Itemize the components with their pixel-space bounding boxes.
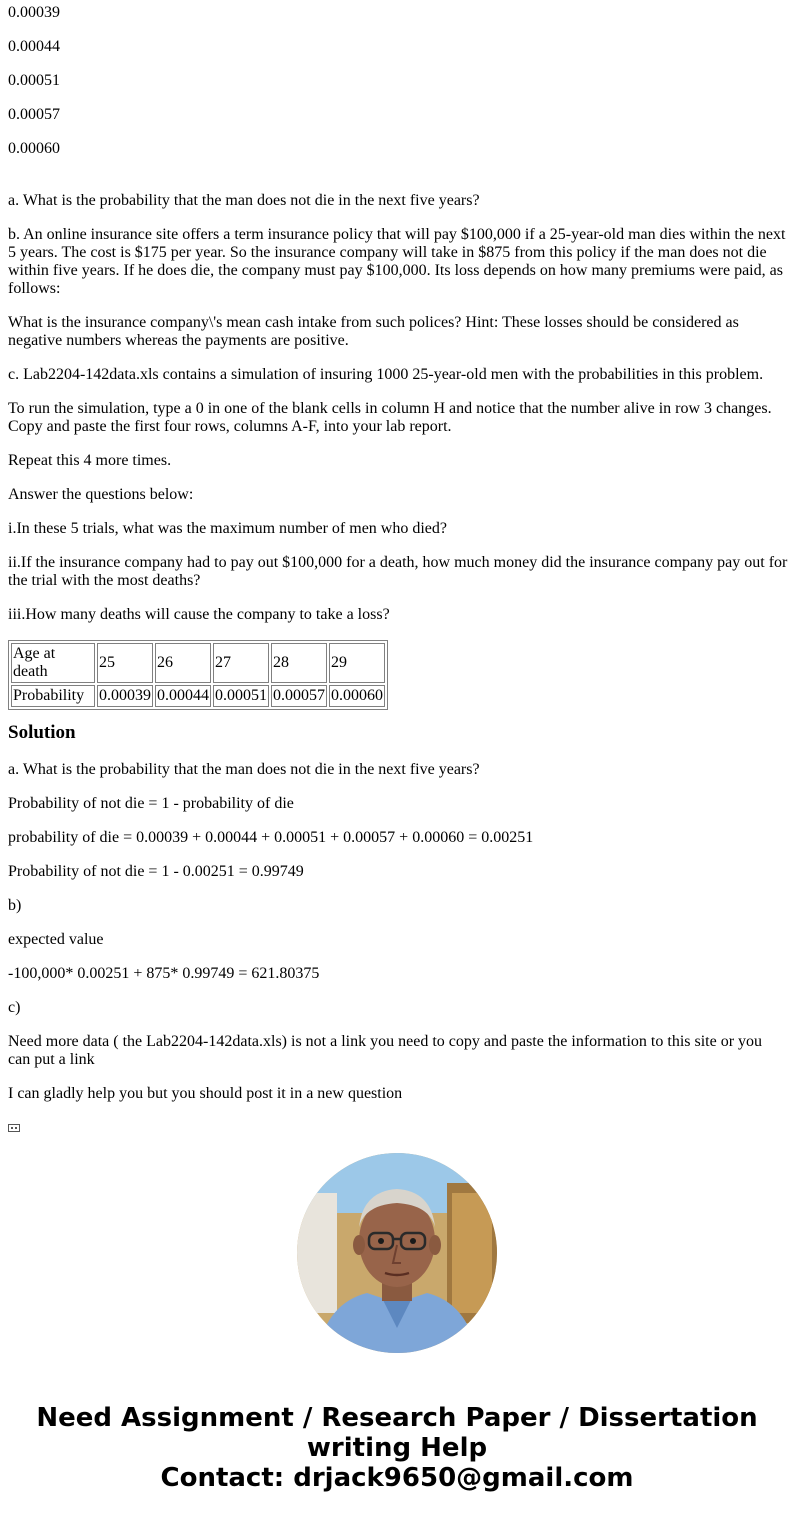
author-photo-icon [297,1153,497,1353]
table-header-age: Age at death [11,643,95,683]
footer-contact: Contact: drjack9650@gmail.com [160,1463,634,1493]
table-cell-age: 27 [213,643,269,683]
table-row-probability [11,685,385,707]
table-cell-probability: 0.00051 [213,685,269,707]
table-cell-probability: 0.00039 [97,685,153,707]
solution-b-line1: expected value [8,931,104,948]
probability-value-1: 0.00039 [8,4,60,21]
question-ii: ii.If the insurance company had to pay out $100,000 for a death, how much money did the insurance company pay out for the trial with the most deaths? [8,554,788,589]
solution-b-label: b) [8,897,22,914]
solution-a-line3: Probability of not die = 1 - 0.00251 = 0.99749 [8,863,304,880]
table-header-probability: Probability [11,685,95,707]
question-c-instructions: To run the simulation, type a 0 in one of the blank cells in column H and notice that the number alive in row 3 changes. Copy and paste the first four rows, columns A-F, into your lab report. [8,400,772,435]
document-body [8,4,788,1137]
author-photo [297,1153,497,1353]
probability-value-3: 0.00051 [8,72,60,89]
footer-line-2: writing Help [306,1433,488,1463]
footer-advert [0,1403,794,1493]
table-row-age [11,643,385,683]
table-cell-age: 25 [97,643,153,683]
solution-c-line2: I can gladly help you but you should post it in a new question [8,1085,403,1102]
probability-value-5: 0.00060 [8,140,60,157]
repeat-instruction: Repeat this 4 more times. [8,452,172,469]
answer-prompt: Answer the questions below: [8,486,194,503]
table-cell-age: 26 [155,643,211,683]
solution-a-line2: probability of die = 0.00039 + 0.00044 + 0.00051 + 0.00057 + 0.00060 = 0.00251 [8,829,534,846]
question-b: b. An online insurance site offers a term insurance policy that will pay $100,000 if a 25-year-old man dies within the next 5 years. The cost is $175 per year. So the insurance company will take in $875 from this policy if the man does not die within five years. If he does die, the company must pay $100,000. Its loss depends on how many premiums were paid, as follows: [8,226,786,297]
solution-c-line1: Need more data ( the Lab2204-142data.xls) is not a link you need to copy and paste the information to this site or you can put a link [8,1033,763,1068]
question-iii: iii.How many deaths will cause the company to take a loss? [8,606,390,623]
question-i: i.In these 5 trials, what was the maximum number of men who died? [8,520,448,537]
probability-value-2: 0.00044 [8,38,60,55]
question-c: c. Lab2204-142data.xls contains a simulation of insuring 1000 25-year-old men with the probabilities in this problem. [8,366,764,383]
probability-table [8,640,388,710]
question-b-followup: What is the insurance company\'s mean cash intake from such polices? Hint: These losses should be considered as negative numbers whereas the payments are positive. [8,314,739,349]
table-cell-age: 29 [329,643,385,683]
table-cell-probability: 0.00044 [155,685,211,707]
table-cell-probability: 0.00057 [271,685,327,707]
solution-heading: Solution [8,722,76,743]
broken-image-icon [8,1124,20,1132]
table-cell-age: 28 [271,643,327,683]
question-a: a. What is the probability that the man does not die in the next five years? [8,192,480,209]
solution-b-line2: -100,000* 0.00251 + 875* 0.99749 = 621.80375 [8,965,320,982]
solution-c-label: c) [8,999,21,1016]
table-cell-probability: 0.00060 [329,685,385,707]
solution-a-line1: Probability of not die = 1 - probability of die [8,795,294,812]
probability-value-4: 0.00057 [8,106,60,123]
footer-line-1: Need Assignment / Research Paper / Dissertation [36,1403,758,1433]
solution-a-question: a. What is the probability that the man does not die in the next five years? [8,761,480,778]
